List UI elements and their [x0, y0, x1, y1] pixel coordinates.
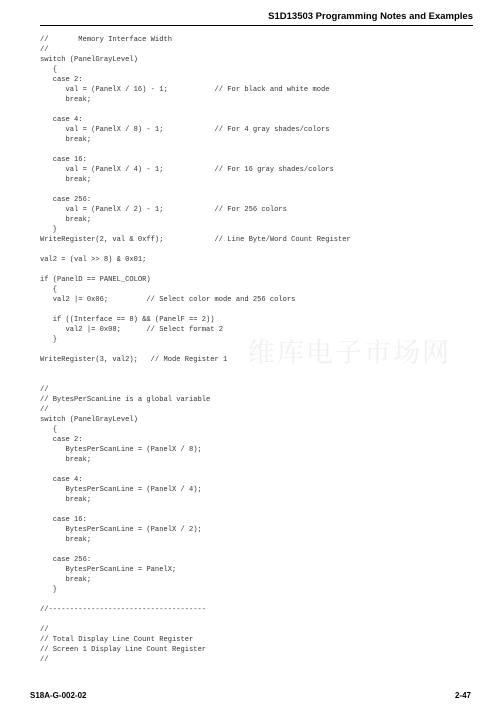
- code-line: break;: [40, 576, 92, 584]
- code-line: //: [40, 386, 49, 394]
- code-line: switch (PanelGrayLevel): [40, 56, 138, 64]
- code-line: case 16:: [40, 516, 87, 524]
- code-line: // BytesPerScanLine is a global variable: [40, 396, 211, 404]
- code-line: case 256:: [40, 196, 92, 204]
- code-line: break;: [40, 136, 92, 144]
- code-line: case 2:: [40, 436, 83, 444]
- code-line: {: [40, 66, 58, 74]
- code-line: if (PanelD == PANEL_COLOR): [40, 276, 151, 284]
- document-number: S18A-G-002-02: [30, 691, 87, 700]
- code-line: case 4:: [40, 476, 83, 484]
- code-line: }: [40, 336, 58, 344]
- code-line: [40, 505, 351, 515]
- code-line: [40, 245, 351, 255]
- code-line: break;: [40, 216, 92, 224]
- code-line: }: [40, 226, 58, 234]
- code-line: switch (PanelGrayLevel): [40, 416, 138, 424]
- code-line: [40, 465, 351, 475]
- code-line: case 256:: [40, 556, 92, 564]
- code-line: }: [40, 586, 58, 594]
- header-rule: [40, 25, 473, 26]
- page-header-title: S1D13503 Programming Notes and Examples: [268, 11, 473, 22]
- code-line: // Screen 1 Display Line Count Register: [40, 646, 207, 654]
- watermark: 维库电子市场网: [248, 338, 451, 369]
- code-line: break;: [40, 176, 92, 184]
- code-line: val = (PanelX / 2) - 1; // For 256 colors: [40, 206, 287, 214]
- code-line: break;: [40, 496, 92, 504]
- code-line: [40, 615, 351, 625]
- code-line: if ((Interface == 8) && (PanelF == 2)): [40, 316, 215, 324]
- code-line: //: [40, 406, 49, 414]
- code-line: [40, 375, 351, 385]
- code-line: val = (PanelX / 8) - 1; // For 4 gray shades/colors: [40, 126, 330, 134]
- code-line: BytesPerScanLine = (PanelX / 8);: [40, 446, 202, 454]
- code-line: [40, 595, 351, 605]
- code-line: //: [40, 656, 49, 664]
- code-line: val = (PanelX / 16) - 1; // For black and white mode: [40, 86, 330, 94]
- code-line: BytesPerScanLine = (PanelX / 4);: [40, 486, 202, 494]
- code-line: //-------------------------------------: [40, 606, 207, 614]
- code-line: val = (PanelX / 4) - 1; // For 16 gray shades/colors: [40, 166, 334, 174]
- code-line: //: [40, 46, 49, 54]
- code-line: // Memory Interface Width: [40, 36, 172, 44]
- code-line: {: [40, 426, 58, 434]
- code-line: val2 = (val >> 8) & 0x01;: [40, 256, 147, 264]
- code-line: case 16:: [40, 156, 87, 164]
- code-line: // Total Display Line Count Register: [40, 636, 194, 644]
- code-line: case 2:: [40, 76, 83, 84]
- code-line: BytesPerScanLine = PanelX;: [40, 566, 177, 574]
- code-line: WriteRegister(2, val & 0xff); // Line Byte/Word Count Register: [40, 236, 351, 244]
- code-line: [40, 265, 351, 275]
- code-line: val2 |= 0x06; // Select color mode and 256 colors: [40, 296, 296, 304]
- code-line: [40, 305, 351, 315]
- code-line: WriteRegister(3, val2); // Mode Register 1: [40, 356, 228, 364]
- code-line: [40, 185, 351, 195]
- code-line: val2 |= 0x08; // Select format 2: [40, 326, 224, 334]
- code-line: {: [40, 286, 58, 294]
- code-line: break;: [40, 96, 92, 104]
- code-line: BytesPerScanLine = (PanelX / 2);: [40, 526, 202, 534]
- code-line: [40, 545, 351, 555]
- page-number: 2-47: [454, 691, 471, 700]
- code-line: [40, 145, 351, 155]
- code-line: break;: [40, 456, 92, 464]
- code-line: [40, 105, 351, 115]
- code-line: break;: [40, 536, 92, 544]
- code-line: //: [40, 626, 49, 634]
- code-line: case 4:: [40, 116, 83, 124]
